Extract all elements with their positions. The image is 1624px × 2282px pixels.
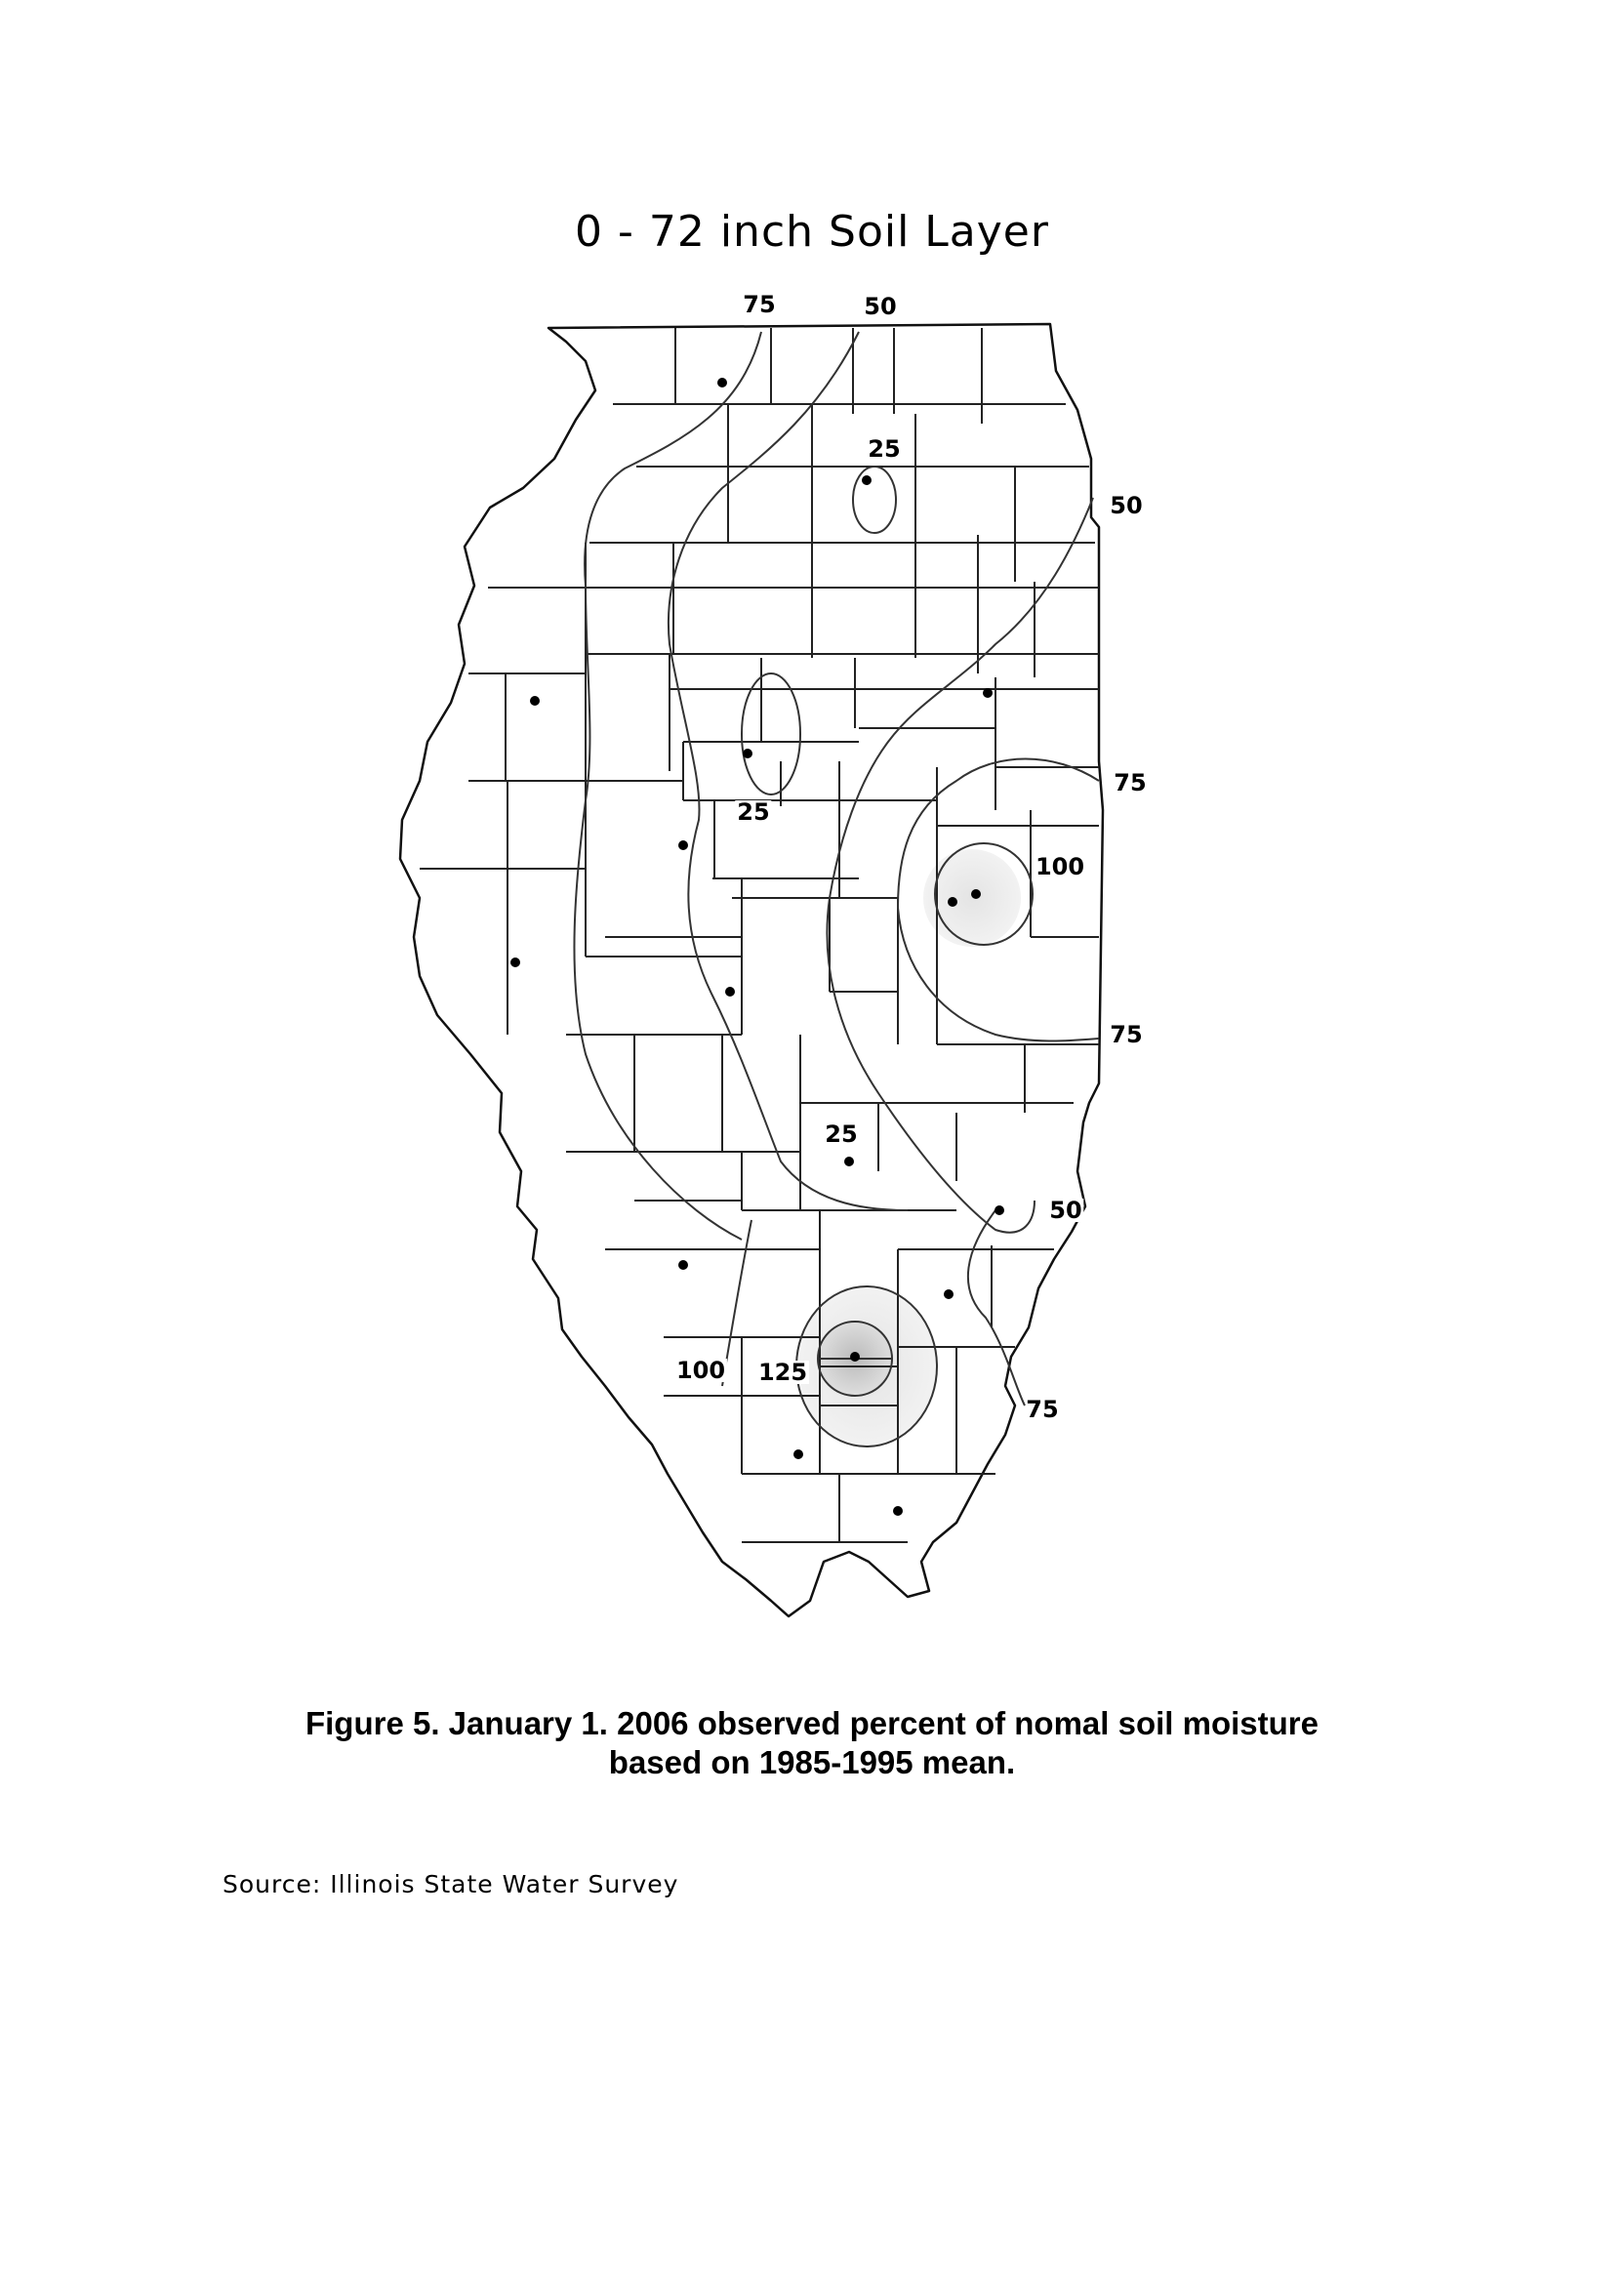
station-marker [850, 1352, 860, 1362]
station-marker [844, 1157, 854, 1166]
source-note: Source: Illinois State Water Survey [223, 1870, 679, 1898]
station-marker [510, 958, 520, 967]
caption-line-1: Figure 5. January 1. 2006 observed percent of nomal soil moisture [304, 1705, 1320, 1741]
contour-label-100-east: 100 [1035, 853, 1085, 880]
station-marker [862, 475, 872, 485]
contour-label-25-center: 25 [825, 1121, 858, 1148]
station-marker [995, 1205, 1004, 1215]
station-marker [717, 378, 727, 387]
station-marker [948, 897, 957, 907]
station-marker [530, 696, 540, 706]
contour-label-75-east-lower: 75 [1110, 1021, 1143, 1048]
contour-label-50-east: 50 [1110, 492, 1143, 519]
contour-label-75-top: 75 [743, 291, 776, 318]
contour-label-25-mid: 25 [737, 798, 770, 826]
contour-label-100-south: 100 [675, 1357, 726, 1384]
map-title: 0 - 72 inch Soil Layer [575, 207, 1049, 257]
station-marker [944, 1289, 954, 1299]
contour-25-north-loop [853, 467, 896, 533]
contour-label-75-south: 75 [1026, 1396, 1059, 1423]
station-marker [678, 840, 688, 850]
figure-caption [0, 1704, 1624, 1782]
contour-label-75-east: 75 [1114, 769, 1147, 796]
contour-label-50-top: 50 [864, 293, 897, 320]
station-marker [743, 749, 752, 758]
station-marker [678, 1260, 688, 1270]
station-marker [893, 1506, 903, 1516]
caption-line-2: based on 1985-1995 mean. [608, 1744, 1016, 1780]
contour-75-south [968, 1210, 1025, 1406]
contour-label-50-southeast: 50 [1049, 1197, 1082, 1224]
contour-75-north [574, 332, 761, 1240]
contour-lines [574, 332, 1099, 1447]
state-outline [400, 324, 1103, 1616]
station-marker [793, 1449, 803, 1459]
contour-25-mid-loop [742, 673, 800, 795]
station-marker [725, 987, 735, 997]
contour-label-125: 125 [757, 1359, 808, 1386]
station-marker [983, 688, 993, 698]
station-marker [971, 889, 981, 899]
contour-50-west [669, 332, 908, 1210]
contour-label-25-north: 25 [868, 435, 901, 463]
